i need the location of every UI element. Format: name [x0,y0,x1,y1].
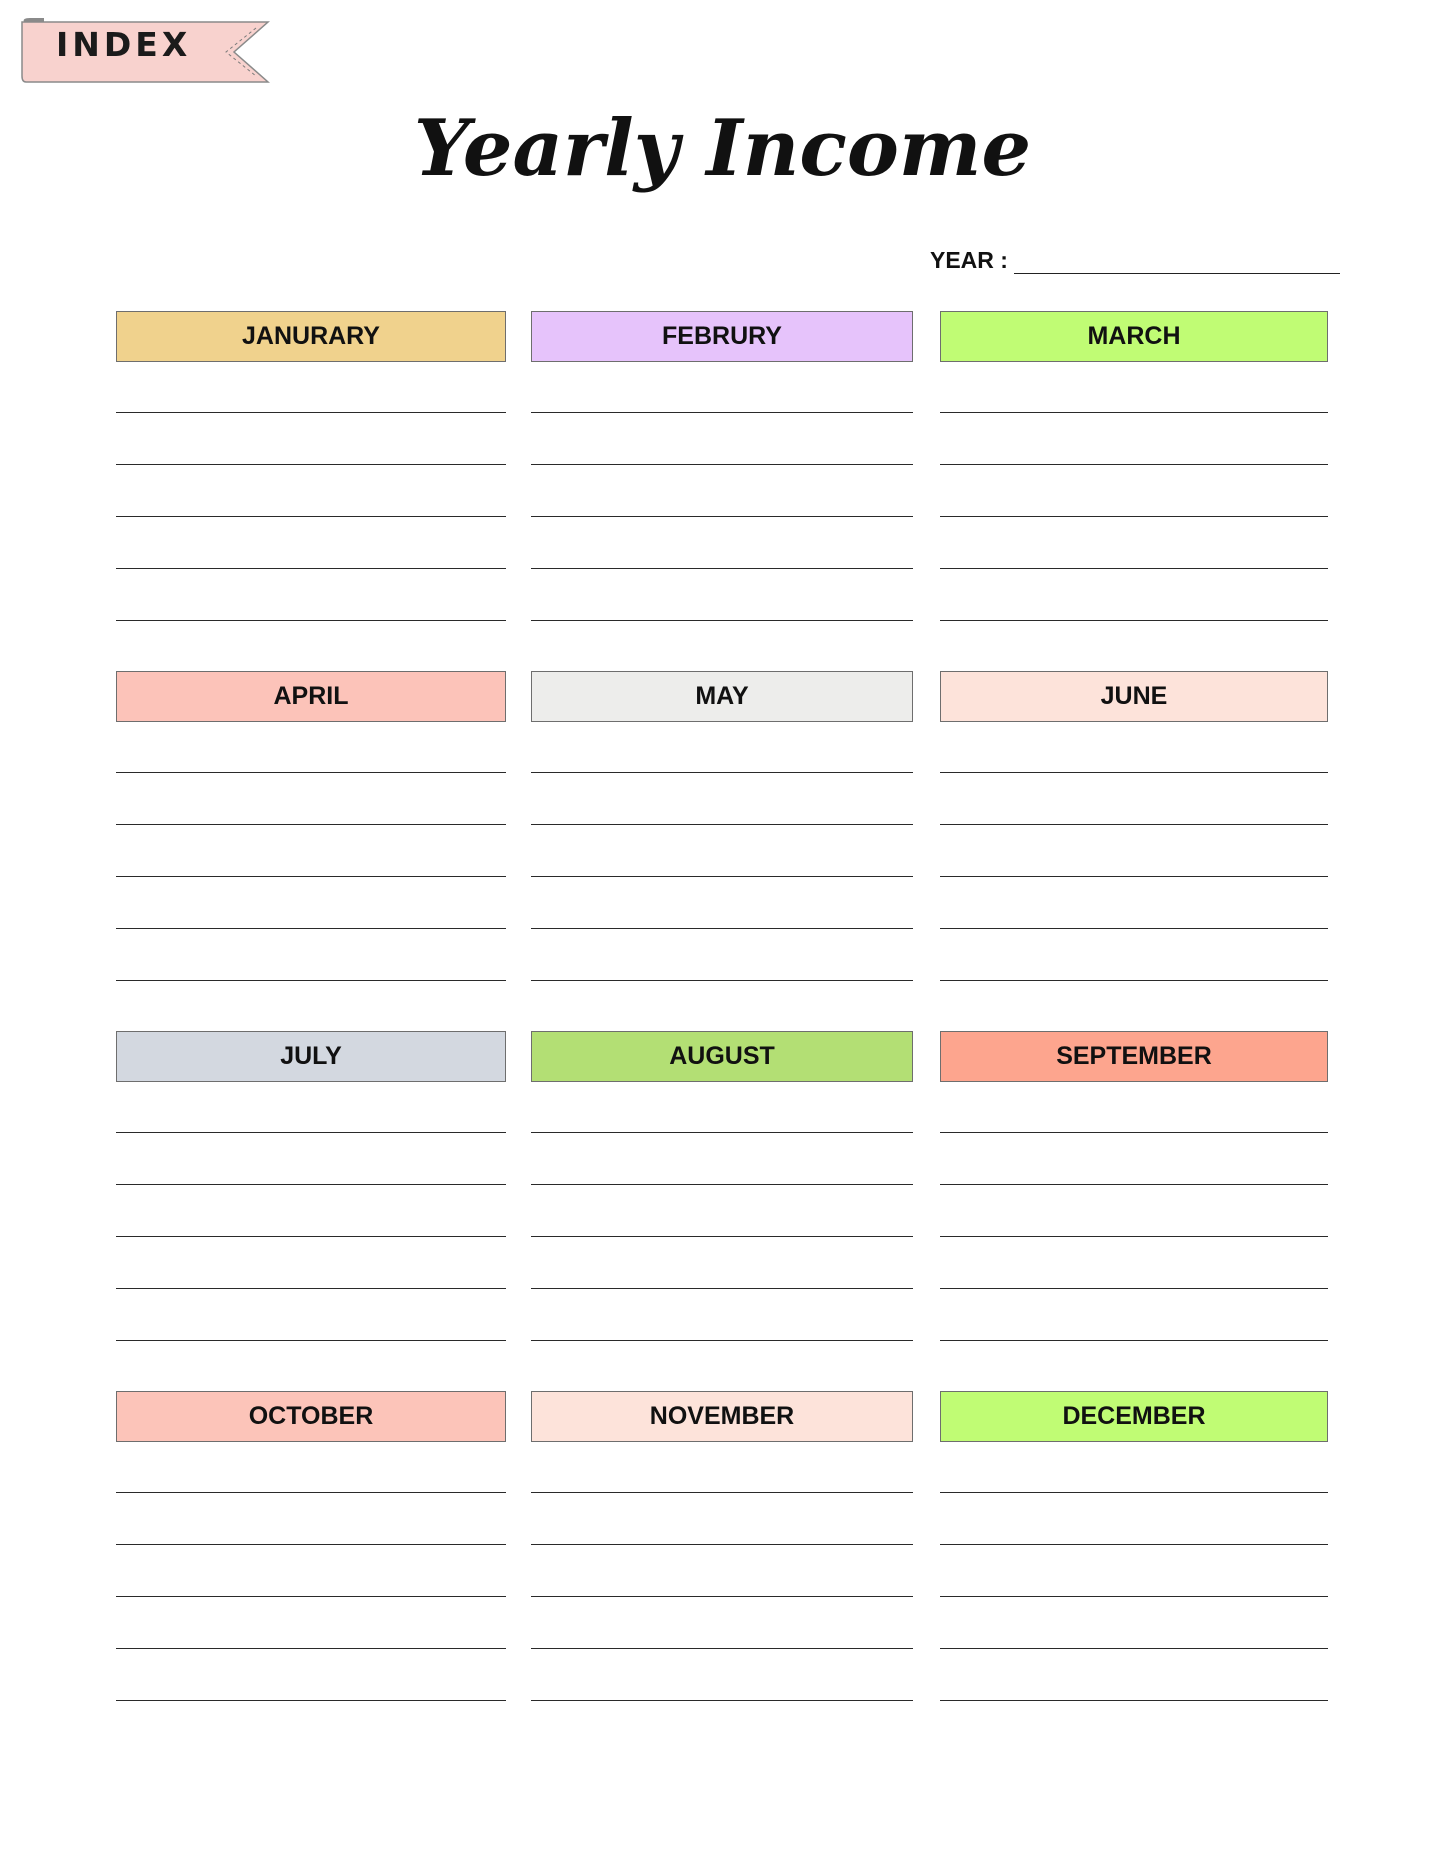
entry-line[interactable] [116,1648,506,1649]
entry-line[interactable] [940,1700,1328,1701]
month-block-may [531,671,913,984]
entry-line[interactable] [531,1492,913,1493]
entry-line[interactable] [940,1648,1328,1649]
month-header: DECEMBER [940,1391,1328,1442]
month-block-december [940,1391,1328,1704]
month-block-march [940,311,1328,624]
entry-line[interactable] [940,928,1328,929]
entry-line[interactable] [531,1184,913,1185]
entry-line[interactable] [940,1236,1328,1237]
entry-line[interactable] [940,1184,1328,1185]
entry-line[interactable] [531,620,913,621]
entry-line[interactable] [531,1132,913,1133]
entry-line[interactable] [116,1340,506,1341]
entry-line[interactable] [531,772,913,773]
entry-line[interactable] [116,1492,506,1493]
month-header: AUGUST [531,1031,913,1082]
entry-line[interactable] [116,1544,506,1545]
entry-line[interactable] [940,1288,1328,1289]
month-header: FEBRURY [531,311,913,362]
entry-line[interactable] [116,928,506,929]
month-block-september [940,1031,1328,1344]
month-header: SEPTEMBER [940,1031,1328,1082]
entry-line[interactable] [940,568,1328,569]
entry-line[interactable] [531,1544,913,1545]
entry-line[interactable] [116,1596,506,1597]
entry-line[interactable] [116,1132,506,1133]
entry-line[interactable] [116,620,506,621]
entry-line[interactable] [116,772,506,773]
entry-line[interactable] [116,1700,506,1701]
year-row [930,244,1340,274]
entry-line[interactable] [940,620,1328,621]
month-block-july [116,1031,506,1344]
entry-line[interactable] [116,516,506,517]
month-header: MAY [531,671,913,722]
month-block-april [116,671,506,984]
entry-line[interactable] [940,824,1328,825]
entry-line[interactable] [940,412,1328,413]
month-header: JULY [116,1031,506,1082]
year-label: YEAR : [930,247,1008,273]
entry-line[interactable] [940,1544,1328,1545]
entry-line[interactable] [531,1236,913,1237]
entry-line[interactable] [940,464,1328,465]
entry-line[interactable] [116,980,506,981]
month-block-august [531,1031,913,1344]
month-block-janurary [116,311,506,624]
entry-line[interactable] [940,1492,1328,1493]
month-header: NOVEMBER [531,1391,913,1442]
entry-line[interactable] [531,1340,913,1341]
month-header: APRIL [116,671,506,722]
month-block-june [940,671,1328,984]
entry-line[interactable] [116,412,506,413]
entry-line[interactable] [116,1288,506,1289]
entry-line[interactable] [531,1648,913,1649]
month-block-november [531,1391,913,1704]
entry-line[interactable] [940,980,1328,981]
entry-line[interactable] [531,824,913,825]
index-tab[interactable] [20,18,270,86]
entry-line[interactable] [116,824,506,825]
index-label: INDEX [56,25,192,64]
year-input[interactable] [1014,247,1340,274]
month-block-october [116,1391,506,1704]
entry-line[interactable] [531,876,913,877]
entry-line[interactable] [116,568,506,569]
entry-line[interactable] [940,772,1328,773]
entry-line[interactable] [940,1596,1328,1597]
entry-line[interactable] [531,1288,913,1289]
entry-line[interactable] [531,1596,913,1597]
entry-line[interactable] [531,464,913,465]
month-header: JANURARY [116,311,506,362]
entry-line[interactable] [531,928,913,929]
entry-line[interactable] [531,568,913,569]
month-header: JUNE [940,671,1328,722]
entry-line[interactable] [531,1700,913,1701]
page-title: Yearly Income [413,103,1032,194]
month-header: OCTOBER [116,1391,506,1442]
month-header: MARCH [940,311,1328,362]
entry-line[interactable] [116,1184,506,1185]
entry-line[interactable] [531,412,913,413]
entry-line[interactable] [531,980,913,981]
entry-line[interactable] [116,464,506,465]
entry-line[interactable] [116,1236,506,1237]
entry-line[interactable] [940,1340,1328,1341]
entry-line[interactable] [531,516,913,517]
entry-line[interactable] [116,876,506,877]
entry-line[interactable] [940,1132,1328,1133]
entry-line[interactable] [940,876,1328,877]
entry-line[interactable] [940,516,1328,517]
month-block-februry [531,311,913,624]
